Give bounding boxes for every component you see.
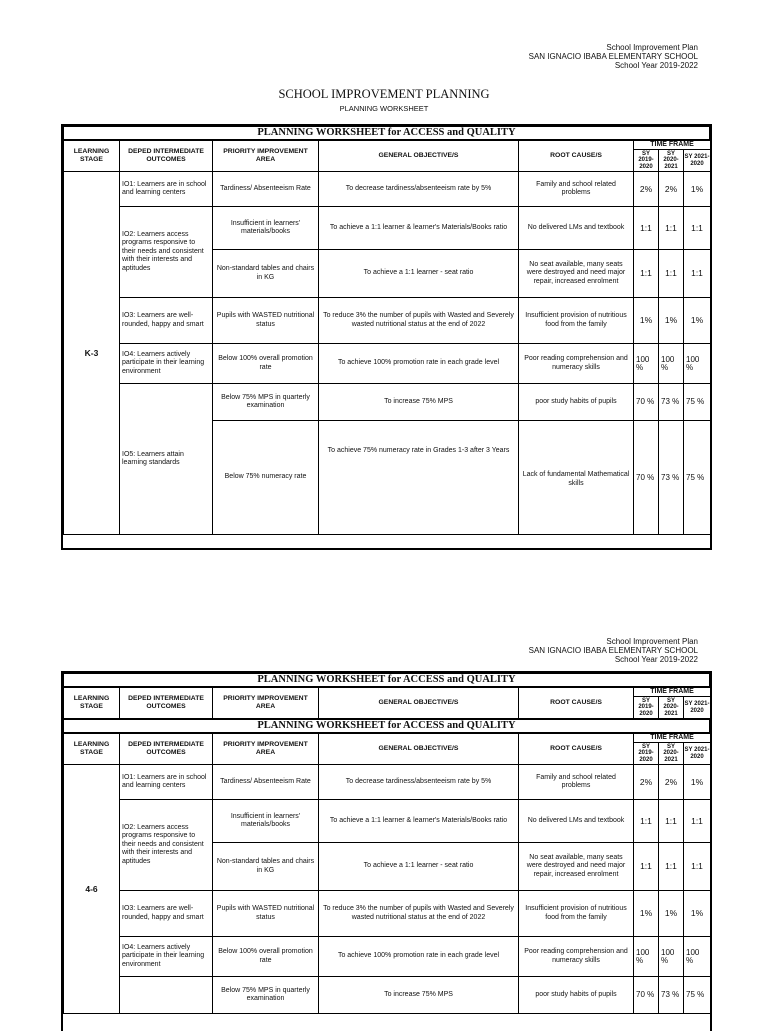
cause-cell: Poor reading comprehension and numeracy skills — [519, 344, 634, 384]
col-timeframe: TIME FRAME — [634, 141, 711, 150]
col-objective: GENERAL OBJECTIVE/S — [319, 141, 519, 172]
tf-cell: 100 % — [634, 344, 659, 384]
tf-cell: 100 % — [659, 344, 684, 384]
worksheet-title: PLANNING WORKSHEET for ACCESS and QUALITY — [63, 673, 710, 687]
cause-cell: poor study habits of pupils — [519, 384, 634, 421]
priority-cell: Below 75% MPS in quarterly examination — [213, 977, 319, 1014]
cause-cell: poor study habits of pupils — [519, 977, 634, 1014]
tf-cell: 1:1 — [659, 250, 684, 298]
objective-cell: To achieve a 1:1 learner - seat ratio — [319, 843, 519, 891]
outcome-io3: IO3: Learners are well-rounded, happy and smart — [120, 298, 213, 344]
objective-cell: To achieve 100% promotion rate in each grade level — [319, 937, 519, 977]
tf-cell: 1% — [684, 172, 711, 207]
tf-cell: 70 % — [634, 384, 659, 421]
tf-cell: 1:1 — [659, 800, 684, 843]
tf-cell: 100 % — [659, 937, 684, 977]
objective-cell: To reduce 3% the number of pupils with Wasted and Severely wasted nutritional status at the end of 2022 — [319, 298, 519, 344]
header-school: SAN IGNACIO IBABA ELEMENTARY SCHOOL — [528, 646, 698, 655]
tf-cell: 2% — [634, 765, 659, 800]
col-priority: PRIORITY IMPROVEMENT AREA — [213, 141, 319, 172]
tf-cell: 1% — [634, 891, 659, 937]
tf-cell: 100 % — [684, 344, 711, 384]
tf-cell: 2% — [659, 765, 684, 800]
outcome-io3: IO3: Learners are well-rounded, happy and smart — [120, 891, 213, 937]
cause-cell: No seat available, many seats were destroyed and need major repair, increased enrolment — [519, 250, 634, 298]
tf-cell: 1% — [684, 891, 711, 937]
outcome-io1: IO1: Learners are in school and learning centers — [120, 765, 213, 800]
tf-cell: 70 % — [634, 421, 659, 535]
outcome-io5 — [120, 977, 213, 1014]
tf-cell: 1:1 — [684, 843, 711, 891]
worksheet-title-repeat: PLANNING WORKSHEET for ACCESS and QUALITY — [63, 719, 710, 733]
tf-cell: 1:1 — [634, 207, 659, 250]
doc-subtitle: PLANNING WORKSHEET — [339, 104, 429, 113]
objective-cell: To increase 75% MPS — [319, 384, 519, 421]
page1-header — [529, 43, 698, 70]
priority-cell: Non-standard tables and chairs in KG — [213, 250, 319, 298]
tf-cell: 100 % — [684, 937, 711, 977]
objective-cell: To achieve a 1:1 learner & learner's Materials/Books ratio — [319, 800, 519, 843]
outcome-io1: IO1: Learners are in school and learning centers — [120, 172, 213, 207]
cause-cell: No seat available, many seats were destroyed and need major repair, increased enrolment — [519, 843, 634, 891]
col-outcomes: DEPED INTERMEDIATE OUTCOMES — [120, 734, 213, 765]
priority-cell: Pupils with WASTED nutritional status — [213, 298, 319, 344]
tf-cell: 1:1 — [684, 250, 711, 298]
stage-46: 4-6 — [64, 765, 120, 1014]
col-sy3: SY 2021-2020 — [684, 743, 711, 765]
cause-cell: No delivered LMs and textbook — [519, 800, 634, 843]
priority-cell: Insufficient in learners' materials/books — [213, 800, 319, 843]
priority-cell: Tardiness/ Absenteeism Rate — [213, 765, 319, 800]
priority-cell: Below 100% overall promotion rate — [213, 344, 319, 384]
cause-cell: Family and school related problems — [519, 172, 634, 207]
worksheet-title: PLANNING WORKSHEET for ACCESS and QUALITY — [63, 126, 710, 140]
tf-cell: 1% — [684, 765, 711, 800]
cause-cell: Family and school related problems — [519, 765, 634, 800]
outcome-io2: IO2: Learners access programs responsive to their needs and consistent with their interests and aptitudes — [120, 800, 213, 891]
tf-cell: 1:1 — [634, 843, 659, 891]
tf-cell: 1% — [634, 298, 659, 344]
col-objective: GENERAL OBJECTIVE/S — [319, 734, 519, 765]
header-plan: School Improvement Plan — [606, 43, 698, 52]
tf-cell: 1:1 — [659, 843, 684, 891]
priority-cell: Tardiness/ Absenteeism Rate — [213, 172, 319, 207]
col-timeframe: TIME FRAME — [634, 734, 711, 743]
tf-cell: 73 % — [659, 384, 684, 421]
tf-cell: 1:1 — [634, 800, 659, 843]
cause-cell: Insufficient provision of nutritious food from the family — [519, 298, 634, 344]
priority-cell: Below 100% overall promotion rate — [213, 937, 319, 977]
objective-cell: To achieve 75% numeracy rate in Grades 1-3 after 3 Years — [319, 421, 519, 535]
worksheet-46 — [61, 671, 712, 1031]
col-sy1: SY 2019-2020 — [634, 743, 659, 765]
tf-cell: 1% — [659, 298, 684, 344]
col-outcomes: DEPED INTERMEDIATE OUTCOMES — [120, 141, 213, 172]
col-sy2: SY 2020-2021 — [659, 150, 684, 172]
doc-title: SCHOOL IMPROVEMENT PLANNING — [278, 87, 490, 101]
objective-cell: To achieve a 1:1 learner - seat ratio — [319, 250, 519, 298]
priority-cell: Below 75% MPS in quarterly examination — [213, 384, 319, 421]
col-cause: ROOT CAUSE/S — [519, 688, 634, 719]
objective-cell: To achieve a 1:1 learner & learner's Materials/Books ratio — [319, 207, 519, 250]
worksheet-table — [63, 733, 711, 1014]
header-year: School Year 2019-2022 — [614, 655, 698, 664]
tf-cell: 100 % — [634, 937, 659, 977]
priority-cell: Non-standard tables and chairs in KG — [213, 843, 319, 891]
cause-cell: Insufficient provision of nutritious food from the family — [519, 891, 634, 937]
col-priority: PRIORITY IMPROVEMENT AREA — [213, 688, 319, 719]
tf-cell: 75 % — [684, 421, 711, 535]
tf-cell: 1% — [684, 298, 711, 344]
col-cause: ROOT CAUSE/S — [519, 141, 634, 172]
outcome-io2: IO2: Learners access programs responsive to their needs and consistent with their interests and aptitudes — [120, 207, 213, 298]
col-timeframe: TIME FRAME — [634, 688, 711, 697]
col-sy2: SY 2020-2021 — [659, 697, 684, 719]
outcome-io4: IO4: Learners actively participate in their learning environment — [120, 344, 213, 384]
cause-cell: Poor reading comprehension and numeracy skills — [519, 937, 634, 977]
col-outcomes: DEPED INTERMEDIATE OUTCOMES — [120, 688, 213, 719]
tf-cell: 1:1 — [634, 250, 659, 298]
objective-cell: To reduce 3% the number of pupils with Wasted and Severely wasted nutritional status at the end of 2022 — [319, 891, 519, 937]
objective-cell: To increase 75% MPS — [319, 977, 519, 1014]
page2-header — [529, 637, 698, 664]
col-cause: ROOT CAUSE/S — [519, 734, 634, 765]
objective-cell: To achieve 100% promotion rate in each grade level — [319, 344, 519, 384]
col-stage: LEARNING STAGE — [64, 734, 120, 765]
tf-cell: 75 % — [684, 977, 711, 1014]
tf-cell: 73 % — [659, 977, 684, 1014]
priority-cell: Insufficient in learners' materials/books — [213, 207, 319, 250]
cause-cell: No delivered LMs and textbook — [519, 207, 634, 250]
col-sy1: SY 2019-2020 — [634, 697, 659, 719]
header-school: SAN IGNACIO IBABA ELEMENTARY SCHOOL — [528, 52, 698, 61]
worksheet-header-table — [63, 687, 711, 719]
tf-cell: 75 % — [684, 384, 711, 421]
objective-cell: To decrease tardiness/absenteeism rate by 5% — [319, 172, 519, 207]
col-sy2: SY 2020-2021 — [659, 743, 684, 765]
col-objective: GENERAL OBJECTIVE/S — [319, 688, 519, 719]
outcome-io4: IO4: Learners actively participate in their learning environment — [120, 937, 213, 977]
tf-cell: 1% — [659, 891, 684, 937]
tf-cell: 2% — [659, 172, 684, 207]
tf-cell: 1:1 — [684, 800, 711, 843]
tf-cell: 1:1 — [659, 207, 684, 250]
col-sy1: SY 2019-2020 — [634, 150, 659, 172]
cause-cell: Lack of fundamental Mathematical skills — [519, 421, 634, 535]
header-year: School Year 2019-2022 — [614, 61, 698, 70]
col-sy3: SY 2021-2020 — [684, 150, 711, 172]
col-stage: LEARNING STAGE — [64, 688, 120, 719]
worksheet-table — [63, 140, 711, 535]
objective-cell: To decrease tardiness/absenteeism rate by 5% — [319, 765, 519, 800]
priority-cell: Pupils with WASTED nutritional status — [213, 891, 319, 937]
col-stage: LEARNING STAGE — [64, 141, 120, 172]
tf-cell: 2% — [634, 172, 659, 207]
col-sy3: SY 2021-2020 — [684, 697, 711, 719]
tf-cell: 70 % — [634, 977, 659, 1014]
worksheet-k3 — [61, 124, 712, 550]
tf-cell: 1:1 — [684, 207, 711, 250]
stage-k3: K-3 — [64, 172, 120, 535]
header-plan: School Improvement Plan — [606, 637, 698, 646]
outcome-io5: IO5: Learners attain learning standards — [120, 384, 213, 535]
col-priority: PRIORITY IMPROVEMENT AREA — [213, 734, 319, 765]
tf-cell: 73 % — [659, 421, 684, 535]
priority-cell: Below 75% numeracy rate — [213, 421, 319, 535]
